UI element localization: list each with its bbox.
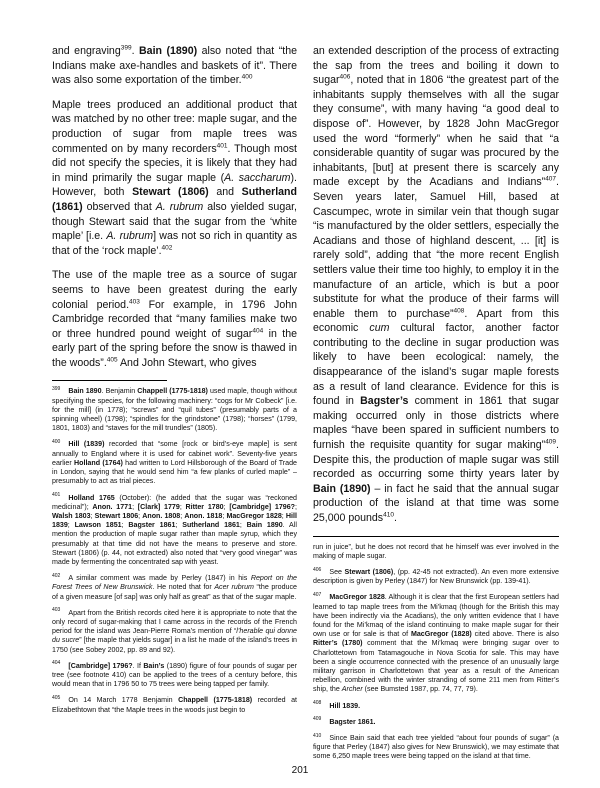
footnote-408: $^{408}$ Hill 1839. (313, 700, 361, 710)
footnote-409: $^{409}$ Bagster 1861. (313, 716, 376, 726)
footnote-402: $^{402}$ A similar comment was made by Perley (1847) in his Report on the Forest Trees of New Brunswick. He noted that for Acer rubrum “the produce of a given measure [of sap] was only half as great” as that of the sugar maple. (52, 572, 297, 601)
page-number: 201 (291, 765, 309, 776)
body-paragraph: an extended description of the process of extracting the sap from the trees and boiling it down to sugar$^{406}$, noted that in 1806 “the greatest part of the inhabitants supply themselves with all the sugar they consume”, with many having “a good deal to dispose of”. However, by 1828 John MacGregor used the word “formerly” when he said that “a considerable quantity of sugar was procured by the inhabitants, [but] at present there is scarcely any made except by the Acadians and Indians”$^{407}$. Seven years later, Samuel Hill, based at Cascumpec, wrote in similar vein that though sugar “is manufactured by the older settlers, especially the Acadians and those of highland descent, ... [it] is rarely sold”, adding that “the more recent English settlers value their time too highly, to employ it in the manufacture of an article, which is but a poor substitute for what the produce of their farms will enable them to purchase”$^{408}$. Apart from this economic cum cultural factor, another factor contributing to the decline in sugar production was likely to have been ecological: namely, the disappearance of the island’s sugar maple forests as a result of land clearance. Evidence for this is found in Bagster’s comment in 1861 that sugar making occurred only in those districts where maples “have been spared in sufficient numbers to furnish the requisite quantity for sugar making”$^{409}$. Despite this, the production of maple sugar was still recorded as occurring some thirty years later by Bain (1890) – in fact he said that the annual sugar production of the island at that time was some 25,000 pounds$^{410}$. (313, 45, 559, 524)
footnote-410: $^{410}$ Since Bain said that each tree yielded “about four pounds of sugar” (a figure that Perley (1847) also gives for New Brunswick), we may estimate that some 6,250 maple trees were being tapped on the island at that time. (313, 732, 559, 761)
footnote-400: $^{400}$ Hill (1839) recorded that “some [rock or bird’s-eye maple] is sent annually to England where it is used for cabinet work”. Seventy-five years earlier Holland (1764) had written to Lord Hillsborough of the Board of Trade in London, saying that he would send him “a few planks of curled maple” – presumably to act as trial pieces. (52, 439, 297, 486)
footnote-continuation: run in juice”, but he does not record that he himself was ever involved in the making of maple sugar. (313, 542, 559, 560)
footnote-separator (52, 380, 167, 381)
footnote-403: $^{403}$ Apart from the British records cited here it is appropriate to note that the only record of sugar-making that I came across in the records of the French period for the island was Jean-Pierre Roma’s mention of “l’herable qui donne du sucre” [the maple that yields sugar] in a list he made of the island’s trees in 1750 (see Sobey 2002, pp. 89 and 92). (52, 607, 297, 654)
right-column (313, 44, 559, 769)
footnote-399: $^{399}$ Bain 1890. Benjamin Chappell (1775-1818) used maple, though without specifying the species, for the following machinery: “cogs for Mr Colbeck” [i.e. for the mill] (in 1778); “screws” and “quil tubes” (presumably parts of a spinning wheel) (1798); “spindles for the grindstone” (1798); “horses” (1799, 1801, 1803) and “staves for the mill trundles” (1805). (52, 386, 297, 433)
footnote-405: $^{405}$ On 14 March 1778 Benjamin Chappell (1775-1818) recorded at Elizabethtown that “the Maple trees in the woods just begin to (52, 695, 297, 714)
body-paragraph: and engraving$^{399}$. Bain (1890) also noted that “the Indians make axe-handles and baskets of it”. There was also some exportation of the timber.$^{400}$ (52, 44, 297, 87)
footnote-ref: 399 (120, 44, 132, 52)
footnote-407: $^{407}$ MacGregor 1828. Although it is clear that the first European settlers had learned to tap maple trees from the Mi’kmaq (though for the British this may have been indirectly via the Acadians), the only written evidence that I have found for the Mi’kmaq of the island continuing to make maple sugar for their own use or for sale is that of MacGregor (1828) cited above. There is also Ritter’s (1780) comment that the Mi’kmaq were bringing sugar over to Charlottetown from Tatamagouche in Nova Scotia for sale. This may have been a single occurrence connected with the presence of an unusually large military garrison in Charlottetown that year as a result of the American rebellion, combined with the winter stranding of some 211 men from Ritter’s ship, the Archer (see Bumsted 1987, pp. 74, 77, 79). (313, 592, 559, 694)
footnote-406: $^{406}$ See Stewart (1806), (pp. 42-45 not extracted). An even more extensive description is given by Perley (1847) for New Brunswick (pp. 139-41). (313, 566, 560, 586)
body-paragraph: Maple trees produced an additional product that was matched by no other tree: maple sugar, and the production of sugar from maple trees was commented on by many recorders$^{401}$. Though most did not specify the species, it is likely that they had in mind primarily the sugar maple (A. saccharum). However, both Stewart (1806) and Sutherland (1861) observed that A. rubrum also yielded sugar, though Stewart said that the sugar from the ‘white maple’ [i.e. A. rubrum] was not so rich in quantity as that of the ‘rock maple’.$^{402}$ (52, 98, 297, 257)
footnote-401: $^{401}$ Holland 1765 (October): (he added that the sugar was “reckoned medicinal”); Anon. 1771; [Clark] 1779; Ritter 1780; [Cambridge] 1796?; Walsh 1803; Stewart 1806; Anon. 1808; Anon. 1818; MacGregor 1828; Hill 1839; Lawson 1851; Bagster 1861; Sutherland 1861; Bain 1890. All mention the production of maple sugar rather than maple syrup, which they presumably at that time did not have the means to preserve and store. Stewart (1806) (p. 44, not extracted) also noted that “very good vinegar” was made by fermenting the concentrated sap with yeast. (52, 492, 297, 566)
left-column (52, 44, 297, 722)
body-paragraph: The use of the maple tree as a source of sugar seems to have been greatest during the early colonial period.$^{403}$ For example, in 1796 John Cambridge recorded that “many families make two or three hundred pound weight of sugar$^{404}$ in the early part of the spring before the snow is thawed in the woods”.$^{405}$ And John Stewart, who gives (52, 269, 297, 369)
footnote-separator (313, 536, 559, 537)
footnote-404: $^{404}$ [Cambridge] 1796?. If Bain’s (1890) figure of four pounds of sugar per tree (see footnote 410) can be applied to the trees of a century before, this would mean that in 1796 50 to 75 trees were being tapped per family. (52, 660, 297, 689)
